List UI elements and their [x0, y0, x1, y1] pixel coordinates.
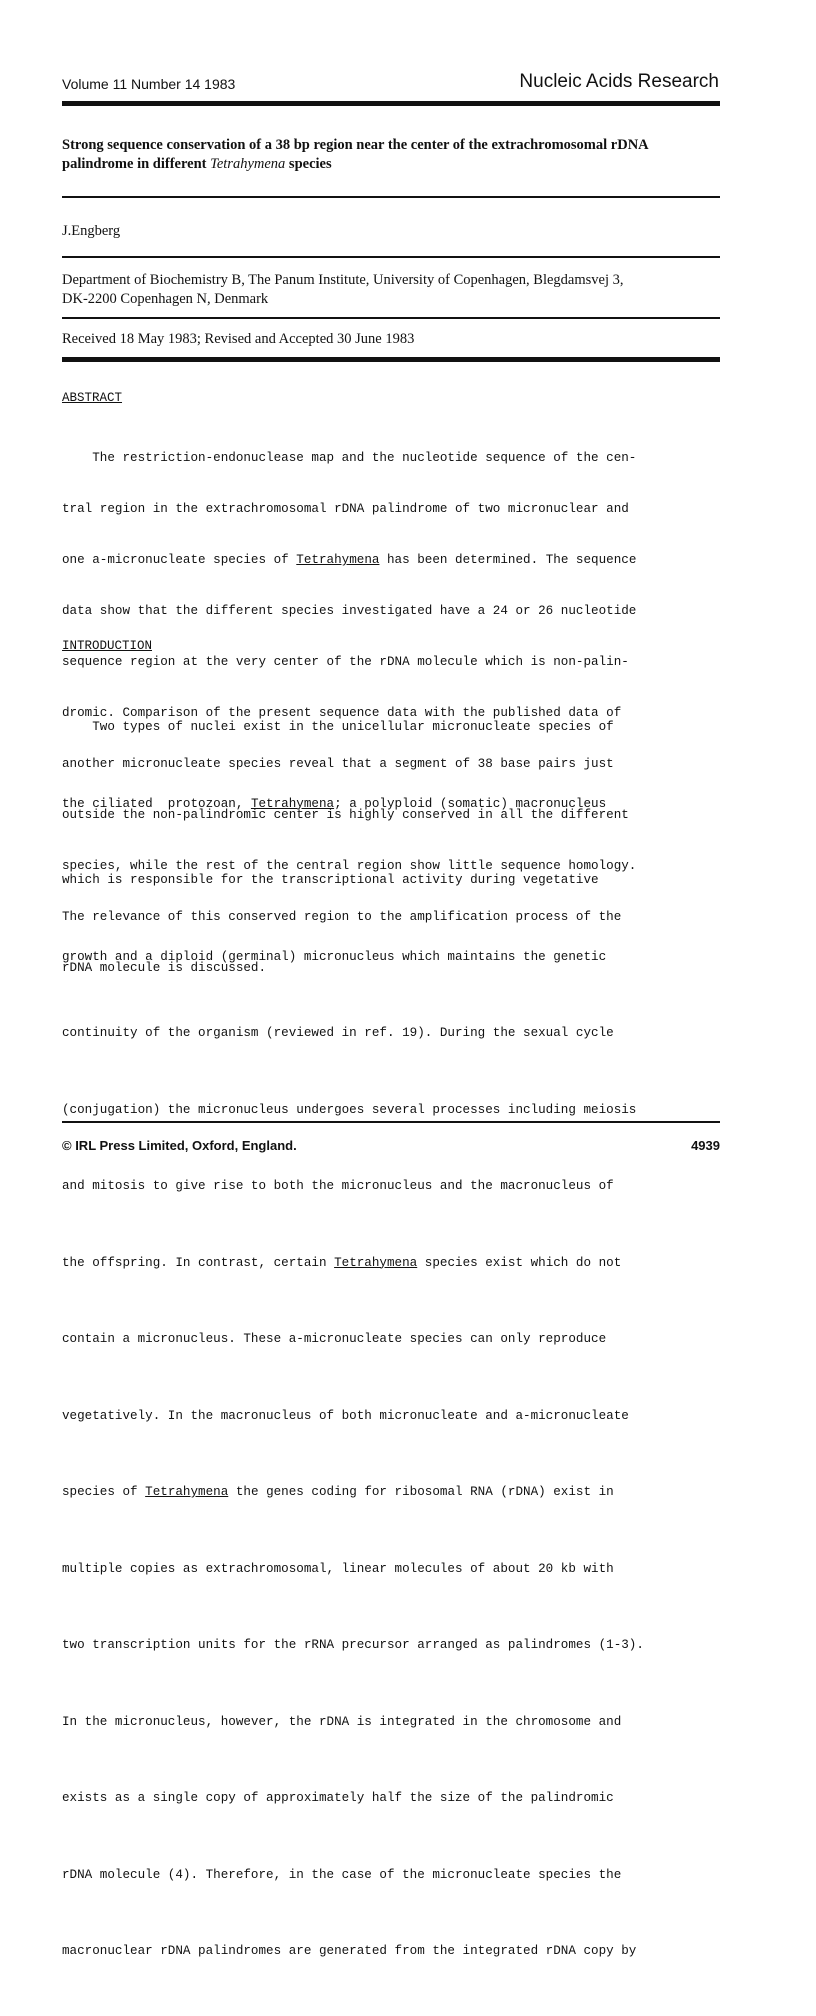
genus-name: Tetrahymena [334, 1255, 418, 1270]
affiliation-line: Department of Biochemistry B, The Panum Institute, University of Copenhagen, Blegdamsvej 3, [62, 272, 624, 288]
volume-info: Volume 11 Number 14 1983 [62, 76, 236, 92]
introduction-body [62, 664, 722, 2016]
title-text-2: species [285, 156, 332, 172]
intro-line: and mitosis to give rise to both the micronucleus and the macronucleus of [62, 1179, 614, 1193]
abstract-text: has been determined. The sequence [379, 553, 637, 567]
title-text-1: Strong sequence conservation of a 38 bp region near the center of the extrachromosomal rDNA palindrome in different [62, 137, 648, 172]
intro-text: ; a polyploid (somatic) macronucleus [334, 796, 607, 811]
intro-text: the offspring. In contrast, certain [62, 1255, 335, 1270]
intro-text: species of [62, 1485, 146, 1499]
intro-line [62, 1480, 722, 1506]
intro-line: Two types of nuclei exist in the unicellular micronucleate species of [62, 720, 614, 734]
introduction-heading: INTRODUCTION [62, 639, 153, 653]
page-number: 4939 [691, 1138, 720, 1153]
genus-name: Tetrahymena [250, 796, 335, 811]
abstract-line: species, while the rest of the central region show little sequence homology. [62, 859, 637, 873]
abstract-line: rDNA molecule is discussed. [62, 961, 267, 975]
abstract-heading: ABSTRACT [62, 391, 123, 405]
intro-line: two transcription units for the rRNA precursor arranged as palindromes (1-3). [62, 1638, 644, 1652]
title-genus: Tetrahymena [210, 156, 286, 172]
received-dates: Received 18 May 1983; Revised and Accepted 30 June 1983 [62, 331, 415, 347]
abstract-line: dromic. Comparison of the present sequence data with the published data of [62, 706, 622, 720]
intro-text: the ciliated protozoan, [62, 796, 251, 811]
intro-line: rDNA molecule (4). Therefore, in the case of the micronucleate species the [62, 1867, 622, 1882]
affiliation [62, 271, 720, 309]
divider [62, 317, 720, 319]
abstract-line: The relevance of this conserved region to the amplification process of the [62, 910, 622, 924]
intro-line: continuity of the organism (reviewed in ref. 19). During the sexual cycle [62, 1026, 614, 1040]
intro-line: macronuclear rDNA palindromes are generated from the integrated rDNA copy by [62, 1944, 637, 1958]
author: J.Engberg [62, 223, 121, 239]
intro-line: multiple copies as extrachromosomal, linear molecules of about 20 kb with [62, 1561, 614, 1576]
intro-line: In the micronucleus, however, the rDNA is integrated in the chromosome and [62, 1714, 622, 1729]
abstract-line: sequence region at the very center of the rDNA molecule which is non-palin- [62, 655, 629, 669]
abstract-line: another micronucleate species reveal that a segment of 38 base pairs just [62, 757, 614, 771]
intro-text: species exist which do not [417, 1255, 622, 1270]
paper-title [62, 136, 720, 174]
intro-line: vegetatively. In the macronucleus of both micronucleate and a-micronucleate [62, 1408, 629, 1423]
intro-line: which is responsible for the transcriptional activity during vegetative [62, 873, 599, 887]
intro-line: exists as a single copy of approximately half the size of the palindromic [62, 1791, 614, 1805]
footer-rule [62, 1121, 720, 1123]
intro-line: growth and a diploid (germinal) micronucleus which maintains the genetic [62, 949, 607, 964]
journal-name: Nucleic Acids Research [519, 71, 719, 92]
divider-thick [62, 357, 720, 362]
intro-line: contain a micronucleus. These a-micronucleate species can only reproduce [62, 1332, 607, 1346]
abstract-line: tral region in the extrachromosomal rDNA palindrome of two micronuclear and [62, 502, 629, 516]
abstract-text: one a-micronucleate species of [62, 553, 297, 567]
abstract-line: outside the non-palindromic center is highly conserved in all the different [62, 808, 629, 822]
affiliation-line: DK-2200 Copenhagen N, Denmark [62, 291, 269, 307]
publisher-credit: © IRL Press Limited, Oxford, England. [62, 1138, 297, 1153]
genus-name: Tetrahymena [296, 553, 380, 567]
header-rule [62, 101, 720, 106]
abstract-line: data show that the different species investigated have a 24 or 26 nucleotide [62, 604, 637, 618]
intro-text: the genes coding for ribosomal RNA (rDNA) exist in [228, 1485, 614, 1499]
abstract-line [62, 552, 722, 569]
intro-line: (conjugation) the micronucleus undergoes several processes including meiosis [62, 1102, 637, 1117]
genus-name: Tetrahymena [145, 1485, 229, 1499]
divider [62, 196, 720, 198]
intro-line [62, 1251, 722, 1277]
divider [62, 256, 720, 258]
abstract-line: The restriction-endonuclease map and the nucleotide sequence of the cen- [62, 451, 637, 465]
intro-line [62, 792, 722, 818]
